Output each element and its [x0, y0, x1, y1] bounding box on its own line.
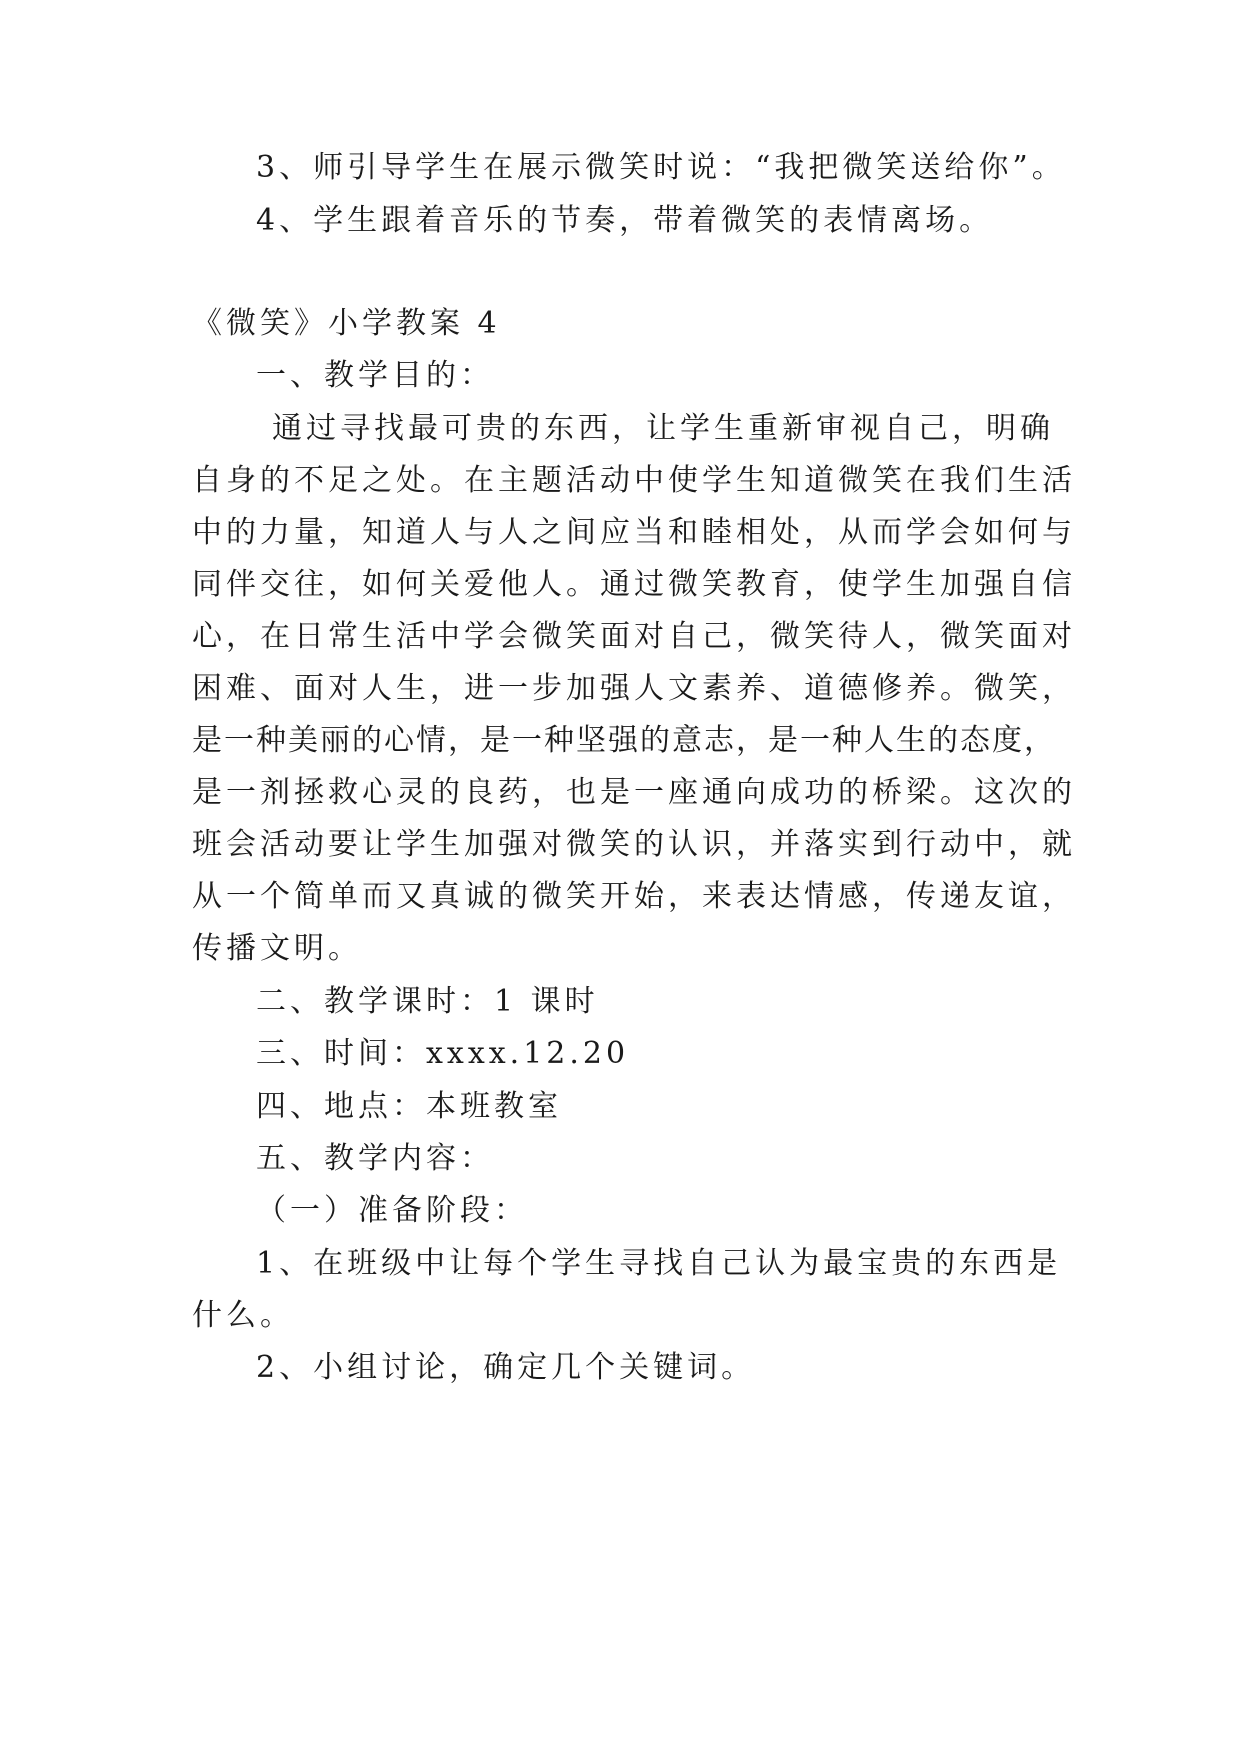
heading-place: 四、地点：本班教室 [256, 1089, 562, 1124]
goal-paragraph-line: 心，在日常生活中学会微笑面对自己，微笑待人，微笑面对 [192, 619, 1076, 654]
heading-goal: 一、教学目的： [256, 358, 494, 393]
goal-paragraph-line: 班会活动要让学生加强对微笑的认识，并落实到行动中，就 [192, 827, 1076, 862]
goal-paragraph-line: 中的力量，知道人与人之间应当和睦相处，从而学会如何与 [192, 515, 1076, 550]
list-item-4: 4、学生跟着音乐的节奏，带着微笑的表情离场。 [256, 203, 994, 238]
goal-paragraph-line: 通过寻找最可贵的东西，让学生重新审视自己，明确 [272, 411, 1054, 446]
heading-content: 五、教学内容： [256, 1141, 494, 1176]
goal-paragraph-line: 同伴交往，如何关爱他人。通过微笑教育，使学生加强自信 [192, 567, 1076, 602]
subheading-prep: （一）准备阶段： [256, 1193, 528, 1228]
goal-paragraph-line: 从一个简单而又真诚的微笑开始，来表达情感，传递友谊， [192, 879, 1076, 914]
prep-item-1-line: 什么。 [192, 1298, 294, 1333]
list-item-3: 3、师引导学生在展示微笑时说：“我把微笑送给你”。 [256, 150, 1066, 185]
goal-paragraph-line: 是一剂拯救心灵的良药，也是一座通向成功的桥梁。这次的 [192, 775, 1076, 810]
goal-paragraph-line: 是一种美丽的心情，是一种坚强的意志，是一种人生的态度， [192, 723, 1056, 758]
section-title: 《微笑》小学教案 4 [192, 306, 501, 341]
goal-paragraph-line: 传播文明。 [192, 931, 362, 966]
goal-paragraph-line: 困难、面对人生，进一步加强人文素养、道德修养。微笑， [192, 671, 1076, 706]
goal-paragraph-line: 自身的不足之处。在主题活动中使学生知道微笑在我们生活 [192, 463, 1076, 498]
prep-item-2: 2、小组讨论，确定几个关键词。 [256, 1350, 756, 1385]
prep-item-1-line: 1、在班级中让每个学生寻找自己认为最宝贵的东西是 [256, 1246, 1062, 1281]
heading-time: 三、时间：xxxx.12.20 [256, 1036, 630, 1071]
heading-hours: 二、教学课时：1 课时 [256, 984, 599, 1019]
